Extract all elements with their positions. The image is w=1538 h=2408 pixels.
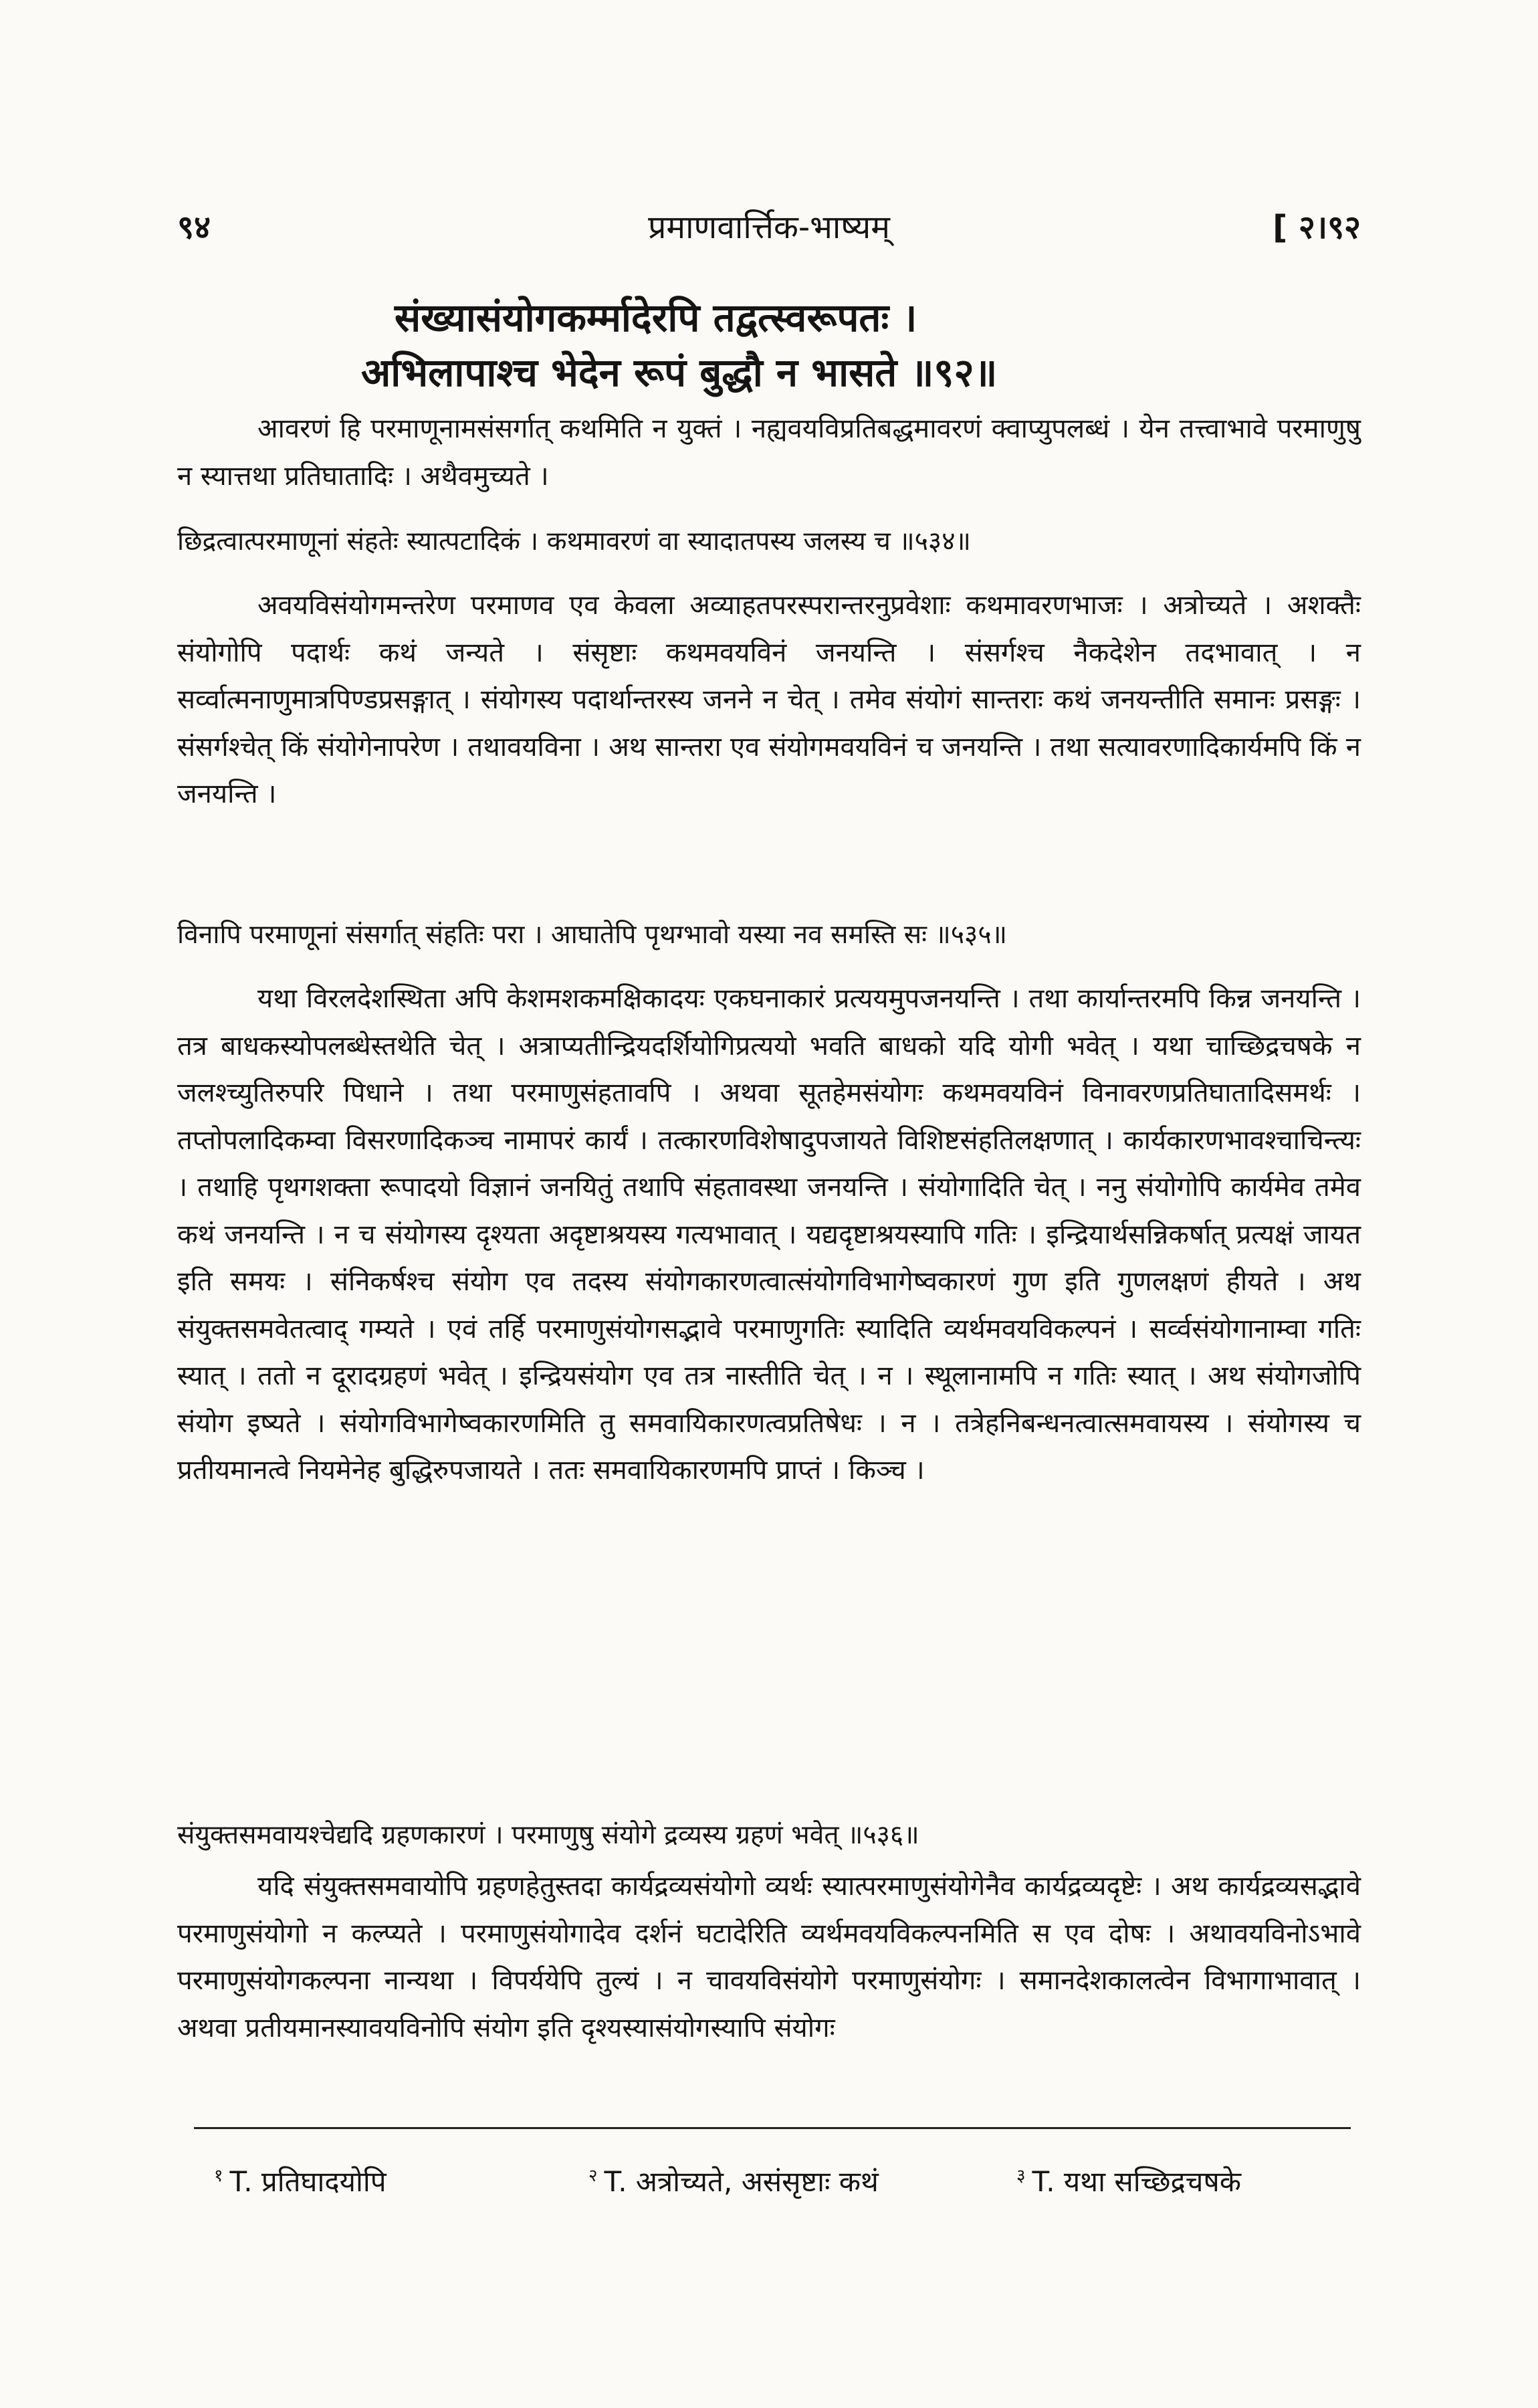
footnote-marker: २ bbox=[588, 2166, 598, 2186]
karika-verse: संयुक्तसमवायश्चेद्यदि ग्रहणकारणं । परमाणुषु संयोगे द्रव्यस्य ग्रहणं भवेत् ॥५३६॥ bbox=[177, 1820, 919, 1850]
running-title: प्रमाणवार्त्तिक-भाष्यम् bbox=[648, 209, 890, 246]
footnote bbox=[1016, 2152, 1241, 2205]
footnotes bbox=[214, 2152, 1351, 2199]
page-header bbox=[177, 194, 1361, 261]
footnote-marker: १ bbox=[214, 2166, 223, 2186]
footnote-marker: ३ bbox=[1016, 2166, 1026, 2186]
verse-line-2: अभिलापाश्च भेदेन रूपं बुद्धौ न भासते ॥९२॥ bbox=[361, 350, 998, 395]
page-number: ९४ bbox=[177, 209, 211, 246]
karika-verse: छिद्रत्वात्परमाणूनां संहतेः स्यात्पटादिकं । कथमावरणं वा स्यादातपस्य जलस्य च ॥५३४॥ bbox=[177, 526, 971, 557]
commentary-paragraph: आवरणं हि परमाणूनामसंसर्गात् कथमिति न युक्तं । नह्यवयविप्रतिबद्धमावरणं क्वाप्युपलब्धं । येन तत्त्वाभावे परमाणुषु न स्यात्तथा प्रतिघातादिः । अथैवमुच्यते । bbox=[177, 413, 1361, 492]
footnote-text: T. अत्रोच्यते, असंसृष्टाः कथं bbox=[604, 2165, 879, 2198]
section-reference: [ २।९२ bbox=[1273, 209, 1361, 246]
footnote-text: T. यथा सच्छिद्रचषके bbox=[1032, 2165, 1242, 2198]
footnote bbox=[588, 2152, 879, 2205]
verse-line-1: संख्यासंयोगकर्म्मादेरपि तद्वत्स्वरूपतः । bbox=[395, 295, 917, 340]
footnote-text: T. प्रतिघादयोपि bbox=[229, 2165, 387, 2198]
commentary-paragraph: यथा विरलदेशस्थिता अपि केशमशकमक्षिकादयः एकघनाकारं प्रत्ययमुपजनयन्ति । तथा कार्यान्तरमपि किन्न जनयन्ति । तत्र बाधकस्योपलब्धेस्तथेति चेत् । अत्राप्यतीन्द्रियदर्शियोगिप्रत्ययो भवति बाधको यदि योगी भवेत् । यथा चाच्छिद्रचषके न जलश्च्युतिरुपरि पिधाने । तथा परमाणुसंहतावपि । अथवा सूतहेमसंयोगः कथमवयविनं विनावरणप्रतिघातादिसमर्थः । तप्तोपलादिकम्वा विसरणादिकञ्च नामापरं कार्यं । तत्कारणविशेषादुपजायते विशिष्टसंहतिलक्षणात् । कार्यकारणभावश्चाचिन्त्यः । तथाहि पृथगशक्ता रूपादयो विज्ञानं जनयितुं तथापि संहतावस्था जनयन्ति । संयोगादिति चेत् । ननु संयोगोपि कार्यमेव तमेव कथं जनयन्ति । न च संयोगस्य दृश्यता अदृष्टाश्रयस्य गत्यभावात् । यद्यदृष्टाश्रयस्यापि गतिः । इन्द्रियार्थसन्निकर्षात् प्रत्यक्षं जायत इति समयः । संनिकर्षश्च संयोग एव तदस्य संयोगकारणत्वात्संयोगविभागेष्वकारणं गुण इति गुणलक्षणं हीयते । अथ संयुक्तसमवेतत्वाद् गम्यते । एवं तर्हि परमाणुसंयोगसद्भावे परमाणुगतिः स्यादिति व्यर्थमवयविकल्पनं । सर्व्वसंयोगानाम्वा गतिः स्यात् । ततो न दूरादग्रहणं भवेत् । इन्द्रियसंयोग एव तत्र नास्तीति चेत् । न । स्थूलानामपि न गतिः स्यात् । अथ संयोगजोपि संयोग इष्यते । संयोगविभागेष्वकारणमिति तु समवायिकारणत्वप्रतिषेधः । न । तत्रेहनिबन्धनत्वात्समवायस्य । संयोगस्य च प्रतीयमानत्वे नियमेनेह बुद्धिरुपजायते । ततः समवायिकारणमपि प्राप्तं । किञ्च । bbox=[177, 983, 1361, 1486]
karika-verse: विनापि परमाणूनां संसर्गात् संहतिः परा । आघातेपि पृथग्भावो यस्या नव समस्ति सः ॥५३५॥ bbox=[177, 920, 1007, 950]
commentary-paragraph: यदि संयुक्तसमवायोपि ग्रहणहेतुस्तदा कार्यद्रव्यसंयोगो व्यर्थः स्यात्परमाणुसंयोगेनैव कार्यद्रव्यदृष्टेः । अथ कार्यद्रव्यसद्भावे परमाणुसंयोगो न कल्प्यते । परमाणुसंयोगादेव दर्शनं घटादेरिति व्यर्थमवयविकल्पनमिति स एव दोषः । अथावयविनोऽभावे परमाणुसंयोगकल्पना नान्यथा । विपर्ययेपि तुल्यं । न चावयविसंयोगे परमाणुसंयोगः । समानदेशकालत्वेन विभागाभावात् । अथवा प्रतीयमानस्यावयविनोपि संयोग इति दृश्यस्यासंयोगस्यापि संयोगः bbox=[177, 1871, 1361, 2043]
footnote-divider bbox=[194, 2127, 1351, 2129]
commentary-paragraph: अवयविसंयोगमन्तरेण परमाणव एव केवला अव्याहतपरस्परान्तरनुप्रवेशाः कथमावरणभाजः । अत्रोच्यते । अशक्तैः संयोगोपि पदार्थः कथं जन्यते । संसृष्टाः कथमवयविनं जनयन्ति । संसर्गश्च नैकदेशेन तदभावात् । न सर्व्वात्मनाणुमात्रपिण्डप्रसङ्गात् । संयोगस्य पदार्थान्तरस्य जनने न चेत् । तमेव संयोगं सान्तराः कथं जनयन्तीति समानः प्रसङ्गः । संसर्गश्चेत् किं संयोगेनापरेण । तथावयविना । अथ सान्तरा एव संयोगमवयविनं च जनयन्ति । तथा सत्यावरणादिकार्यमपि किं न जनयन्ति । bbox=[177, 590, 1361, 809]
footnote bbox=[214, 2152, 387, 2205]
